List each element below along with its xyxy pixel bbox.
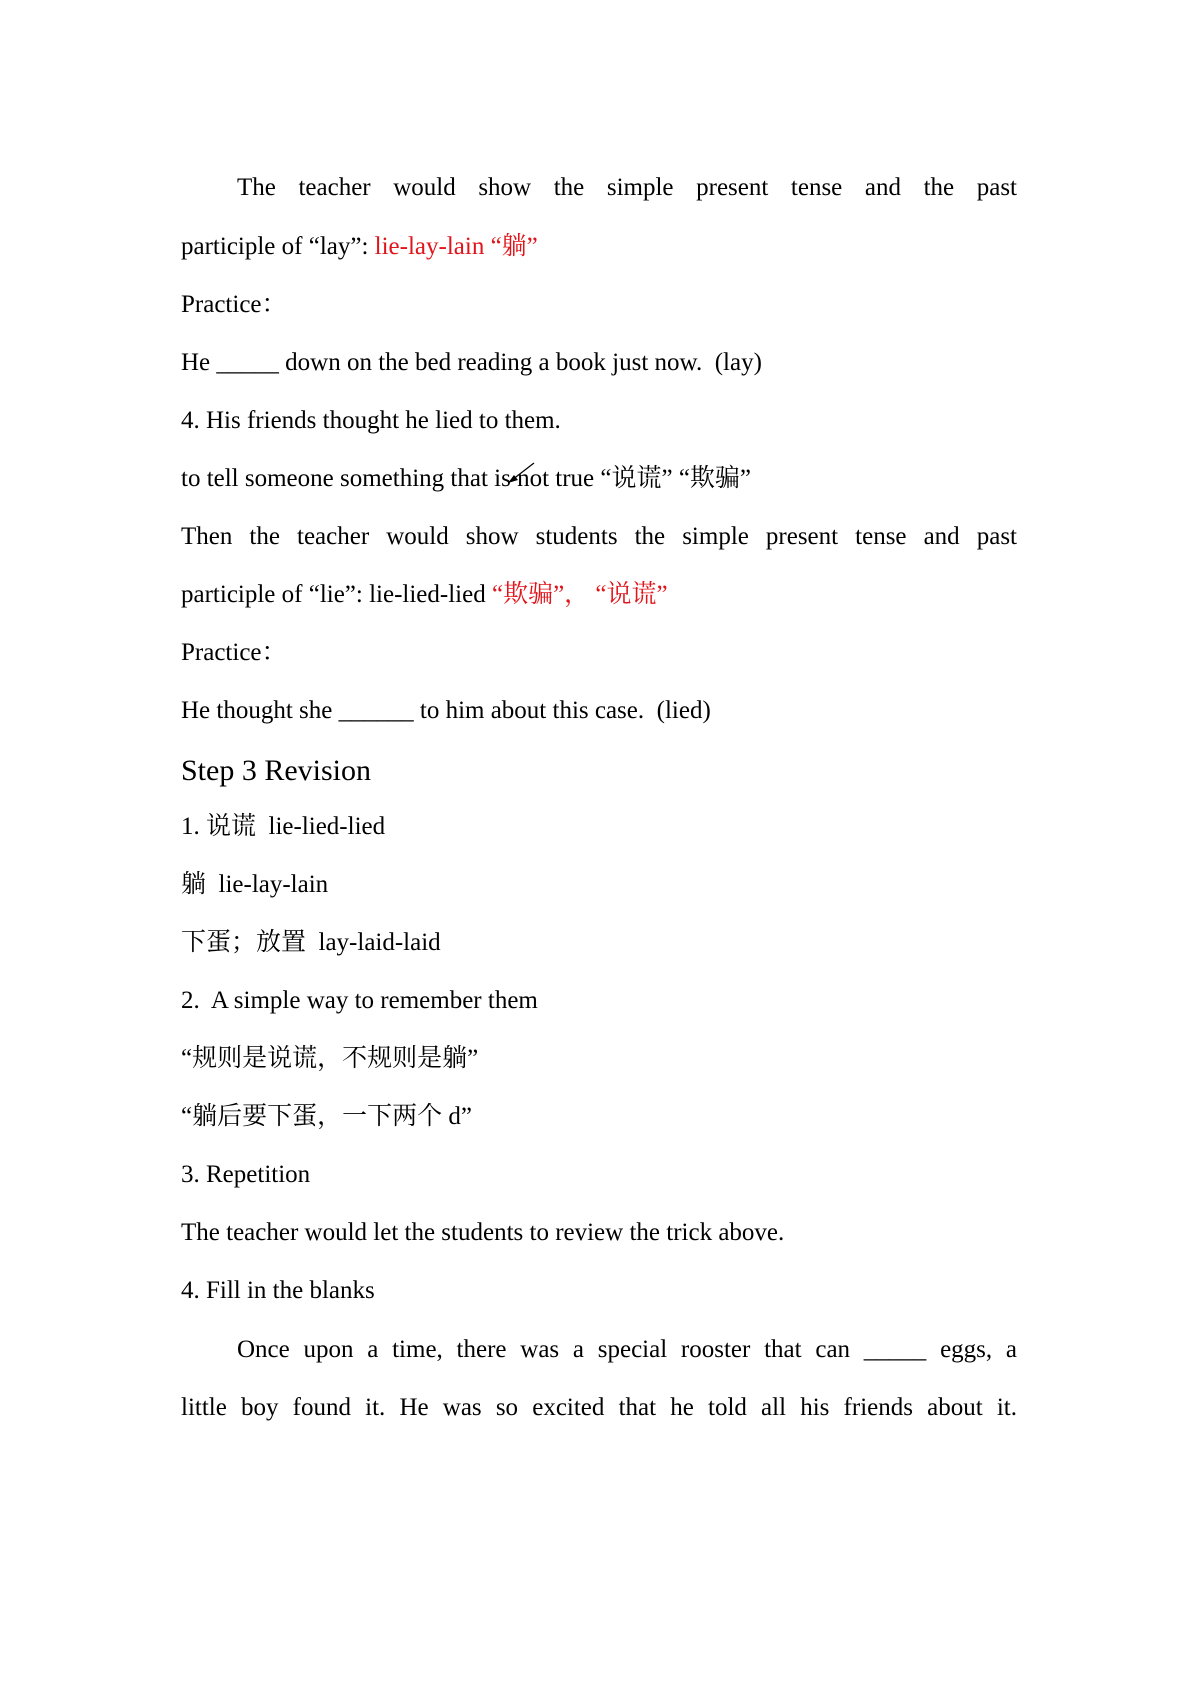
lay-forms-highlight: lie-lay-lain “躺” bbox=[374, 233, 538, 260]
lay-participle-label: participle of “lay”: bbox=[181, 233, 375, 260]
paragraph-lay-intro-line2 bbox=[181, 232, 538, 262]
section-heading: Step 3 Revision bbox=[181, 754, 372, 787]
practice-sentence-2: He thought she ______ to him about this case. (lied) bbox=[181, 697, 711, 724]
revision-item-1b: 躺 lie-lay-lain bbox=[181, 871, 329, 898]
paragraph-lay-intro-line1: The teacher would show the simple present tense and the past bbox=[237, 174, 1017, 201]
revision-item-4: 4. Fill in the blanks bbox=[181, 1277, 375, 1304]
paragraph-lie-intro-line2 bbox=[181, 580, 668, 610]
definition-lie: to tell someone something that is not true “说谎” “欺骗” bbox=[181, 465, 752, 492]
story-line-2: little boy found it. He was so excited that he told all his friends about it. bbox=[181, 1394, 1017, 1421]
practice-label-2: Practice： bbox=[181, 639, 287, 666]
example-sentence-lied: 4. His friends thought he lied to them. bbox=[181, 407, 561, 434]
revision-item-3: 3. Repetition bbox=[181, 1161, 311, 1188]
lie-meanings-highlight: “欺骗”， “说谎” bbox=[491, 581, 668, 608]
revision-item-1: 1. 说谎 lie-lied-lied bbox=[181, 813, 386, 840]
practice-label-1: Practice： bbox=[181, 291, 287, 318]
revision-item-2: 2. A simple way to remember them bbox=[181, 987, 538, 1014]
revision-item-1c: 下蛋；放置 lay-laid-laid bbox=[181, 929, 441, 956]
mnemonic-line-2: “躺后要下蛋，一下两个 d” bbox=[181, 1103, 472, 1130]
lie-participle-label: participle of “lie”: lie-lied-lied bbox=[181, 581, 492, 608]
mnemonic-line-1: “规则是说谎，不规则是躺” bbox=[181, 1045, 479, 1072]
practice-sentence-1: He _____ down on the bed reading a book just now. (lay) bbox=[181, 349, 762, 376]
paragraph-lie-intro-line1: Then the teacher would show students the simple present tense and past bbox=[181, 523, 1017, 550]
repetition-text: The teacher would let the students to review the trick above. bbox=[181, 1219, 785, 1246]
story-line-1: Once upon a time, there was a special rooster that can _____ eggs, a bbox=[237, 1336, 1017, 1363]
